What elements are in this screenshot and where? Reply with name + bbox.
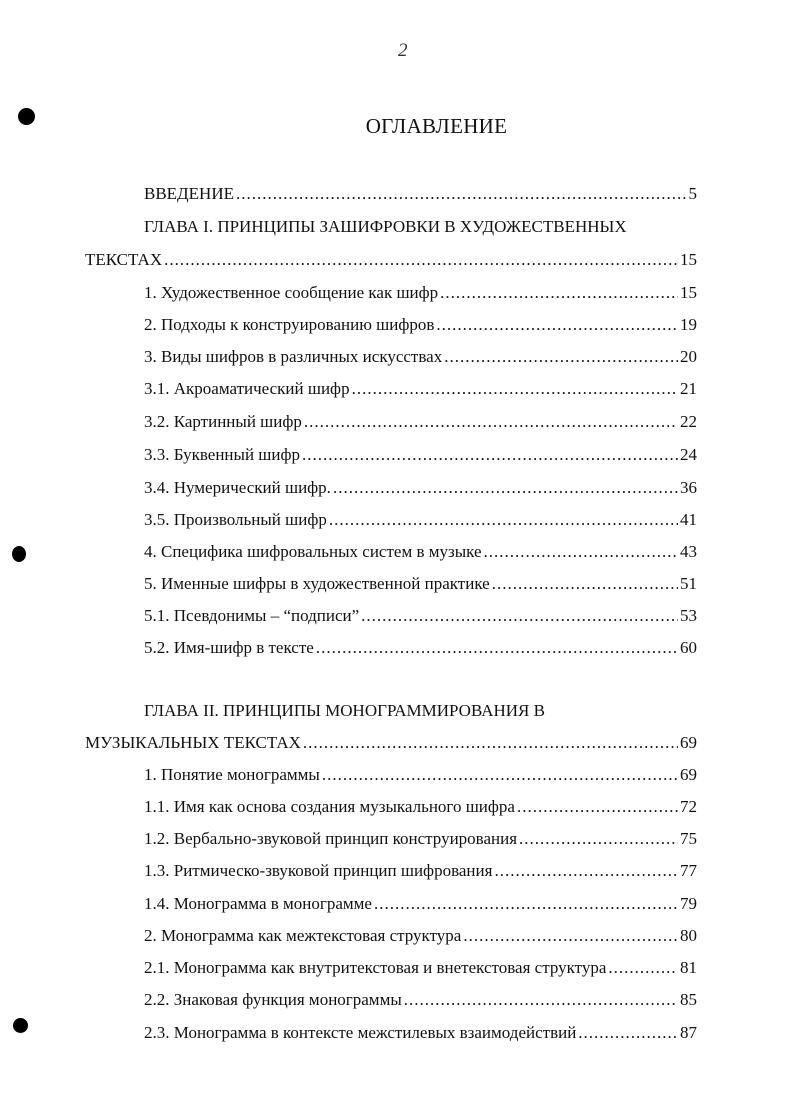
toc-page-number: 24 [680,445,697,464]
toc-page-number: 5 [688,184,697,203]
toc-entry[interactable]: 2.3. Монограмма в контексте межстилевых взаимодействий ..... 87 [144,1021,697,1045]
toc-chapter-2-heading[interactable]: ГЛАВА II. ПРИНЦИПЫ МОНОГРАММИРОВАНИЯ В [144,701,545,720]
toc-page-number: 53 [680,606,697,625]
toc-entry[interactable]: 4. Специфика шифровальных систем в музыке ..... 43 [144,540,697,564]
toc-entry[interactable]: 2. Монограмма как межтекстовая структура ..... 80 [144,924,697,948]
toc-entry[interactable]: 1. Художественное сообщение как шифр ..... 15 [144,281,697,305]
toc-page-number: 81 [680,958,697,977]
toc-chapter-1-heading[interactable]: ГЛАВА I. ПРИНЦИПЫ ЗАШИФРОВКИ В ХУДОЖЕСТВЕННЫХ [144,217,627,236]
toc-page-number: 15 [680,250,697,269]
toc-page-number: 69 [680,765,697,784]
dot-leader [578,1021,678,1045]
dot-leader [374,892,678,916]
toc-entry[interactable]: 3.5. Произвольный шифр ..... 41 [144,508,697,532]
dot-leader [352,377,678,401]
toc-entry[interactable]: 3.3. Буквенный шифр ..... 24 [144,443,697,467]
toc-entry[interactable]: 1.4. Монограмма в монограмме ..... 79 [144,892,697,916]
toc-page-number: 77 [680,861,697,880]
toc-entry-chapter-2[interactable]: МУЗЫКАЛЬНЫХ ТЕКСТАХ ..... 69 [85,731,697,755]
toc-page-number: 80 [680,926,697,945]
dot-leader [236,182,687,206]
toc-entry-introduction[interactable]: ВВЕДЕНИЕ ..... 5 [144,182,697,206]
punch-hole-mark [12,546,26,562]
toc-entry[interactable]: 1.1. Имя как основа создания музыкального шифра ..... 72 [144,795,697,819]
dot-leader [484,540,678,564]
dot-leader [304,410,678,434]
toc-page-number: 87 [680,1023,697,1042]
toc-page-number: 72 [680,797,697,816]
toc-page-number: 36 [680,478,697,497]
page-title: ОГЛАВЛЕНИЕ [365,114,508,138]
toc-entry[interactable]: 5.1. Псевдонимы – “подписи” ..... 53 [144,604,697,628]
dot-leader [329,508,678,532]
toc-page-number: 41 [680,510,697,529]
toc-page-number: 79 [680,894,697,913]
toc-page-number: 43 [680,542,697,561]
toc-entry[interactable]: 5. Именные шифры в художественной практике ..... 51 [144,572,697,596]
page-number: 2 [398,40,408,61]
toc-entry[interactable]: 3. Виды шифров в различных искусствах ..... 20 [144,345,697,369]
dot-leader [322,763,678,787]
toc-entry[interactable]: 1.2. Вербально-звуковой принцип конструирования ..... 75 [144,827,697,851]
toc-page-number: 85 [680,990,697,1009]
toc-entry[interactable]: 3.4. Нумерический шифр. ..... 36 [144,476,697,500]
toc-entry[interactable]: 3.2. Картинный шифр ..... 22 [144,410,697,434]
dot-leader [519,827,678,851]
dot-leader [302,443,678,467]
dot-leader [164,248,678,272]
toc-page-number: 75 [680,829,697,848]
dot-leader [361,604,678,628]
toc-entry[interactable]: 3.1. Акроаматический шифр ..... 21 [144,377,697,401]
dot-leader [303,731,678,755]
toc-entry[interactable]: 1.3. Ритмическо-звуковой принцип шифрования ..... 77 [144,859,697,883]
punch-hole-mark [18,108,35,125]
toc-entry[interactable]: 1. Понятие монограммы ..... 69 [144,763,697,787]
toc-entry[interactable]: 2. Подходы к конструированию шифров ..... 19 [144,313,697,337]
dot-leader [404,988,678,1012]
dot-leader [444,345,678,369]
toc-page-number: 21 [680,379,697,398]
dot-leader [494,859,678,883]
toc-page-number: 60 [680,638,697,657]
toc-page-number: 15 [680,283,697,302]
dot-leader [463,924,678,948]
dot-leader [608,956,678,980]
toc-page-number: 22 [680,412,697,431]
toc-entry[interactable]: 5.2. Имя-шифр в тексте ..... 60 [144,636,697,660]
toc-page-number: 69 [680,733,697,752]
dot-leader [492,572,678,596]
toc-page-number: 51 [680,574,697,593]
dot-leader [440,281,678,305]
dot-leader [436,313,678,337]
toc-page-number: 20 [680,347,697,366]
toc-entry[interactable]: 2.2. Знаковая функция монограммы ..... 85 [144,988,697,1012]
dot-leader [333,476,678,500]
dot-leader [316,636,678,660]
toc-entry[interactable]: 2.1. Монограмма как внутритекстовая и внетекстовая структура ..... 81 [144,956,697,980]
dot-leader [517,795,678,819]
toc-page-number: 19 [680,315,697,334]
punch-hole-mark [13,1018,28,1033]
toc-entry-chapter-1[interactable]: ТЕКСТАХ ..... 15 [85,248,697,272]
